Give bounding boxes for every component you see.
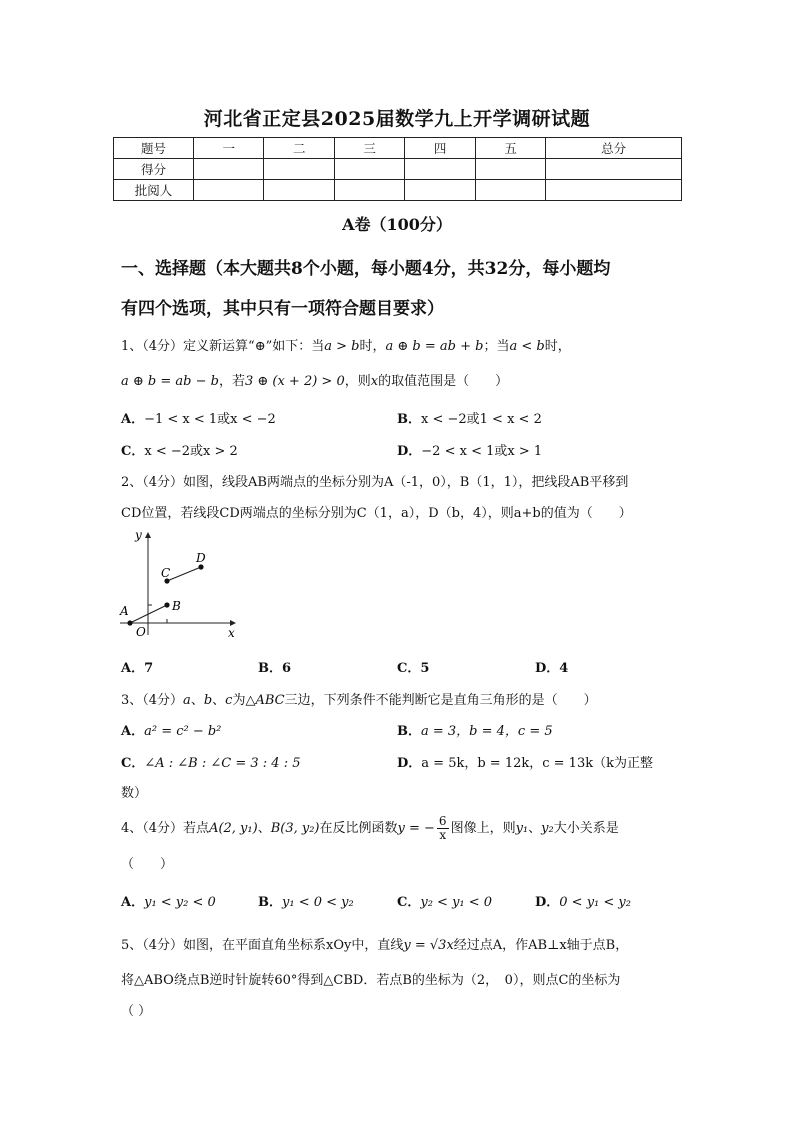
q3-number: 3、（4分） <box>121 693 184 708</box>
option-text: 5 <box>420 661 430 676</box>
q2-line2: CD位置，若线段CD两端点的坐标分别为C（1，a），D（b，4），则a+b的值为（ ） <box>121 506 632 521</box>
option-label: B． <box>258 661 282 676</box>
option-text: a = 5k，b = 12k，c = 13k（k为正整 <box>421 756 653 771</box>
table-header-row <box>114 138 682 159</box>
q1-line1 <box>121 335 571 354</box>
q3-option-d-continued: 数） <box>121 786 148 801</box>
segment-cd <box>167 567 201 581</box>
option-text: 0 < y₁ < y₂ <box>559 895 631 910</box>
option-label: C． <box>121 756 145 771</box>
q3-option-b[interactable] <box>397 720 553 739</box>
q3-option-c[interactable] <box>121 752 300 771</box>
q4-math: B(3, y₂) <box>270 821 320 836</box>
q1-text: 定义新运算“⊕”如下：当 <box>183 339 325 354</box>
table-cell <box>475 180 545 201</box>
q3-math: c <box>225 693 233 708</box>
q1-number: 1、（4分） <box>121 339 184 354</box>
option-label: D． <box>535 895 560 910</box>
q5-text: 经过点A，作AB⊥x轴于点B， <box>453 938 629 953</box>
label-b: B <box>172 599 181 613</box>
option-text: y₁ < 0 < y₂ <box>282 895 354 910</box>
table-cell <box>546 159 682 180</box>
option-text: a = 3，b = 4，c = 5 <box>421 724 553 739</box>
table-cell <box>334 180 404 201</box>
q1-option-b[interactable] <box>397 408 542 427</box>
q2-option-d[interactable] <box>535 657 568 676</box>
option-text: 4 <box>559 661 569 676</box>
point-d <box>198 564 203 569</box>
table-cell <box>405 180 475 201</box>
fraction-denominator: x <box>439 828 447 842</box>
option-text: ∠A : ∠B : ∠C = 3 : 4 : 5 <box>144 756 301 771</box>
q1-text: ；当 <box>483 339 510 354</box>
option-text: y₁ < y₂ < 0 <box>144 895 216 910</box>
q3-math: a <box>183 693 191 708</box>
option-text: x < −2或x > 2 <box>144 444 238 459</box>
table-cell: 得分 <box>114 159 194 180</box>
q1-text: ，若 <box>218 374 245 389</box>
q2-option-b[interactable] <box>258 657 291 676</box>
q3-option-a[interactable] <box>121 720 221 739</box>
q3-text: 、 <box>190 693 204 708</box>
option-label: B． <box>397 412 421 427</box>
q1-math: a > b <box>324 339 360 354</box>
q1-math: a < b <box>509 339 545 354</box>
q3-math: b <box>203 693 213 708</box>
section1-heading-line2: 有四个选项，其中只有一项符合题目要求） <box>121 299 444 319</box>
option-label: A． <box>121 895 145 910</box>
q1-text: 时， <box>544 339 571 354</box>
q1-option-d[interactable] <box>397 440 542 459</box>
q3-text: 为 <box>232 693 246 708</box>
q4-text: 若点 <box>183 821 210 836</box>
q1-text: 的取值范围是（ ） <box>378 374 509 389</box>
q5-number: 5、（4分） <box>121 938 184 953</box>
q3-option-d[interactable] <box>397 752 653 771</box>
table-cell <box>546 180 682 201</box>
option-label: D． <box>535 661 560 676</box>
q5-math: y = √3x <box>403 938 454 953</box>
q1-math: a ⊕ b = ab − b <box>121 374 219 389</box>
q4-option-a[interactable] <box>121 891 216 910</box>
q2-option-a[interactable] <box>121 657 153 676</box>
table-row <box>114 159 682 180</box>
table-cell <box>334 159 404 180</box>
table-header-cell: 三 <box>334 138 404 159</box>
label-y: y <box>135 528 142 542</box>
point-a <box>127 620 132 625</box>
option-label: A． <box>121 661 145 676</box>
option-label: A． <box>121 724 145 739</box>
table-header-cell: 四 <box>405 138 475 159</box>
q5-line2: 将△ABO绕点B逆时针旋转60°得到△CBD．若点B的坐标为（2， 0），则点C的坐标为 <box>121 973 621 988</box>
score-table <box>113 137 682 201</box>
q3-text: 三边，下列条件不能判断它是直角三角形的是（ ） <box>284 693 597 708</box>
label-d: D <box>196 551 206 565</box>
table-header-cell: 五 <box>475 138 545 159</box>
q5-line1 <box>121 934 628 953</box>
q4-text: 在反比例函数 <box>319 821 398 836</box>
table-header-cell: 一 <box>194 138 264 159</box>
label-c: C <box>161 566 171 580</box>
option-text: x < −2或1 < x < 2 <box>421 412 542 427</box>
option-label: C． <box>397 661 421 676</box>
fraction-numerator: 6 <box>438 814 447 828</box>
q1-text: 时， <box>359 339 386 354</box>
q4-math: y₁ <box>515 821 529 836</box>
table-cell <box>194 180 264 201</box>
table-header-cell: 总分 <box>546 138 682 159</box>
table-cell: 批阅人 <box>114 180 194 201</box>
q4-math: y₂ <box>541 821 554 836</box>
section-a-heading: A卷（100分） <box>342 215 452 234</box>
table-cell <box>475 159 545 180</box>
q2-option-c[interactable] <box>397 657 429 676</box>
q4-number: 4、（4分） <box>121 821 184 836</box>
table-cell <box>194 159 264 180</box>
q4-math: A(2, y₁) <box>209 821 258 836</box>
option-text: y₂ < y₁ < 0 <box>420 895 493 910</box>
option-label: B． <box>397 724 421 739</box>
q4-option-d[interactable] <box>535 891 631 910</box>
option-label: C． <box>397 895 421 910</box>
option-label: B． <box>258 895 282 910</box>
q1-text: ，则 <box>344 374 371 389</box>
q4-math: y = − <box>397 821 435 836</box>
q2-figure <box>115 525 245 640</box>
q5-text: 如图，在平面直角坐标系xOy中，直线 <box>183 938 404 953</box>
q1-option-c[interactable] <box>121 440 238 459</box>
section1-heading-line1: 一、选择题（本大题共8个小题，每小题4分，共32分，每小题均 <box>121 259 611 279</box>
table-cell <box>264 180 334 201</box>
q1-math: 3 ⊕ (x + 2) > 0 <box>244 374 345 389</box>
option-label: C． <box>121 444 145 459</box>
option-label: D． <box>397 756 422 771</box>
q4-option-b[interactable] <box>258 891 354 910</box>
table-row <box>114 180 682 201</box>
label-o: O <box>136 625 146 639</box>
q4-text: 图像上，则 <box>450 821 516 836</box>
table-header-cell: 二 <box>264 138 334 159</box>
option-label: A． <box>121 412 145 427</box>
q1-math: x <box>370 374 379 389</box>
q1-math: a ⊕ b = ab + b <box>385 339 484 354</box>
q3-line1 <box>121 689 597 708</box>
option-text: −1 < x < 1或x < −2 <box>144 412 276 427</box>
q5-line3: （ ） <box>121 1004 152 1019</box>
q1-option-a[interactable] <box>121 408 276 427</box>
q4-line2: （ ） <box>121 857 174 872</box>
page-title: 河北省正定县2025届数学九上开学调研试题 <box>203 108 591 130</box>
table-header-cell: 题号 <box>114 138 194 159</box>
label-a: A <box>120 604 129 618</box>
q4-line1 <box>121 815 619 842</box>
q2-line1: 2、（4分）如图，线段AB两端点的坐标分别为A（-1，0），B（1，1），把线段AB平移到 <box>121 475 629 490</box>
q4-text: 、 <box>528 821 542 836</box>
option-text: 6 <box>282 661 292 676</box>
q4-text: 大小关系是 <box>553 821 619 836</box>
q1-line2 <box>121 370 508 389</box>
table-cell <box>264 159 334 180</box>
q3-text: 、 <box>212 693 226 708</box>
q3-math: △ABC <box>245 693 285 708</box>
q4-fraction <box>437 815 449 842</box>
option-text: −2 < x < 1或x > 1 <box>421 444 543 459</box>
q4-text: 、 <box>257 821 271 836</box>
point-b <box>164 602 169 607</box>
option-text: a² = c² − b² <box>144 724 222 739</box>
q4-option-c[interactable] <box>397 891 492 910</box>
option-label: D． <box>397 444 422 459</box>
label-x: x <box>228 626 235 640</box>
option-text: 7 <box>144 661 154 676</box>
table-cell <box>405 159 475 180</box>
